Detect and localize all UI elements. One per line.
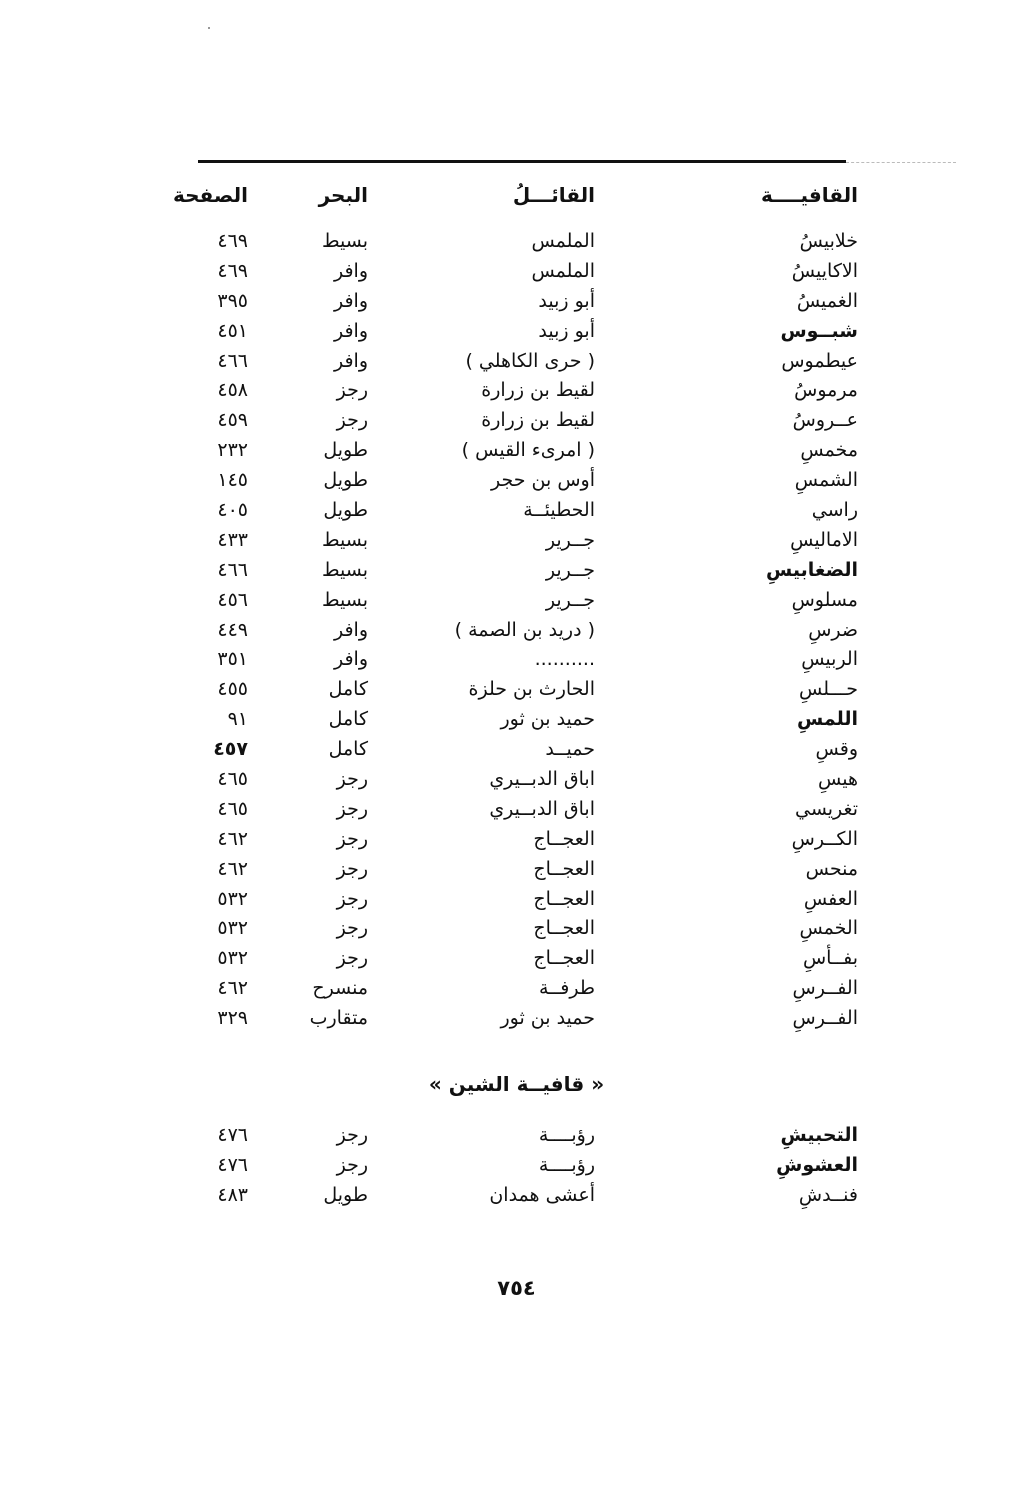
meter-cell: كامل [328,708,368,731]
meter-cell: رجز [336,857,368,880]
table-row [0,286,1033,316]
page-cell: ٤٦٥ [217,797,248,820]
poet-cell: حميد بن ثور [500,1007,595,1030]
page-cell: ٤٥٥ [217,678,248,701]
poet-cell: اباق الدبــيري [489,797,595,820]
table-row [0,884,1033,914]
page-cell: ٤٦٩ [217,259,248,282]
table-row [0,1003,1033,1033]
table-row [0,226,1033,256]
header-poet: القائـــلُ [512,183,595,207]
rhyme-cell: ضرسِ [808,618,858,641]
poet-cell: أبو زبيد [538,289,595,312]
page-cell: ٩١ [227,708,248,731]
poet-cell: ( دريد بن الصمة ) [454,618,595,641]
page-cell: ٤٣٣ [217,528,248,551]
poet-cell: جــرير [545,588,595,611]
rhyme-cell: مخمسِ [800,439,858,462]
meter-cell: رجز [336,827,368,850]
meter-cell: وافر [333,259,368,282]
meter-cell: طويل [323,439,368,462]
poet-cell: أبو زبيد [538,319,595,342]
page-cell: ٤٦٢ [217,977,248,1000]
header-rule [198,160,846,163]
table-row [0,794,1033,824]
poet-cell: العجــاج [533,947,595,970]
table-row [0,525,1033,555]
meter-cell: وافر [333,618,368,641]
poet-cell: العجــاج [533,827,595,850]
poet-cell: أوس بن حجر [491,469,595,492]
poet-cell: الحارث بن حلزة [468,678,595,701]
table-row [0,585,1033,615]
table-row [0,1150,1033,1180]
poet-cell: حميــد [545,738,595,761]
rhyme-cell: الفــرسِ [792,1007,858,1030]
poet-cell: اباق الدبــيري [489,768,595,791]
page-cell: ٤٧٦ [217,1153,248,1176]
rhyme-cell: الضغابيسِ [766,558,858,581]
page-cell: ٤٥٨ [217,379,248,402]
rhyme-cell: شبــوس [780,319,858,342]
page-cell: ٤٦٩ [217,230,248,252]
rhyme-cell: منحس [805,857,858,880]
poet-cell: طرفــة [538,977,595,1000]
poet-cell: الملمس [531,259,595,282]
poet-cell: رؤبــــة [538,1124,595,1146]
rhyme-cell: خلابيسُ [799,230,858,252]
rhyme-cell: مسلوسِ [791,588,858,611]
rhyme-cell: العشوشِ [776,1153,858,1176]
rhyme-cell: التحبيشِ [780,1124,858,1146]
rhyme-cell: بفــأسِ [802,947,858,970]
page-cell: ٤٦٢ [217,827,248,850]
page-cell: ٣٢٩ [217,1007,248,1030]
rhyme-cell: حـــلسِ [799,678,858,701]
page-cell: ٤٥٧ [213,738,248,761]
page-cell: ٥٣٢ [217,917,248,940]
table-row [0,854,1033,884]
poet-cell: .......... [534,648,595,671]
table-row [0,405,1033,435]
table-row [0,734,1033,764]
meter-cell: كامل [328,678,368,701]
page-cell: ٣٥١ [217,648,248,671]
table-row [0,824,1033,854]
table-row [0,644,1033,674]
meter-cell: بسيط [321,558,368,581]
meter-cell: رجز [336,797,368,820]
table-row [0,435,1033,465]
meter-cell: رجز [336,409,368,432]
rhyme-cell: عيطموس [781,349,858,372]
meter-cell: متقارب [309,1007,368,1030]
rhyme-cell: فنــدشِ [798,1183,858,1206]
rhyme-cell: الاكاييسُ [791,259,858,282]
poet-cell: ( امرىء القيس ) [461,439,595,462]
scan-speck [208,27,210,29]
poet-cell: جــرير [545,528,595,551]
table-row [0,615,1033,645]
page-cell: ٤٥١ [217,319,248,342]
meter-cell: طويل [323,469,368,492]
meter-cell: رجز [336,917,368,940]
table-header [0,180,1033,212]
meter-cell: رجز [336,768,368,791]
page-cell: ٤٦٥ [217,768,248,791]
table-row [0,943,1033,973]
page-cell: ٤٦٦ [217,558,248,581]
meter-cell: رجز [336,947,368,970]
poet-cell: العجــاج [533,917,595,940]
table-row [0,256,1033,286]
poet-cell: العجــاج [533,857,595,880]
table-row [0,555,1033,585]
rhyme-table-sin [0,226,1033,1033]
rhyme-table-shin [0,1120,1033,1210]
meter-cell: وافر [333,349,368,372]
page-cell: ٤٨٣ [217,1183,248,1206]
rhyme-cell: وقسِ [815,738,858,761]
meter-cell: رجز [336,1153,368,1176]
table-row [0,973,1033,1003]
rhyme-cell: الشمسِ [794,469,858,492]
poet-cell: لقيط بن زرارة [481,379,595,402]
poet-cell: رؤبــــة [538,1153,595,1176]
table-row [0,465,1033,495]
header-meter: البحر [318,183,368,207]
rhyme-cell: عــروسُ [792,409,858,432]
page-cell: ٥٣٢ [217,947,248,970]
section-title-shin: « قافيــة الشين » [428,1072,605,1096]
meter-cell: وافر [333,648,368,671]
poet-cell: جــرير [545,558,595,581]
meter-cell: كامل [328,738,368,761]
meter-cell: منسرح [312,977,368,1000]
header-page: الصفحة [172,183,248,207]
page-cell: ٤٠٥ [217,499,248,522]
page-cell: ٥٣٢ [217,887,248,910]
table-row [0,704,1033,734]
rhyme-cell: الكــرسِ [791,827,858,850]
rhyme-cell: مرموسُ [794,379,858,402]
table-row [0,316,1033,346]
page-cell: ٤٤٩ [217,618,248,641]
meter-cell: بسيط [321,528,368,551]
header-rule-extension [846,162,956,164]
table-row [0,1180,1033,1210]
meter-cell: وافر [333,319,368,342]
rhyme-cell: تغريسي [794,797,858,820]
page-number: ٧٥٤ [497,1276,536,1300]
table-row [0,674,1033,704]
header-rhyme: القافيــــة [760,183,858,207]
rhyme-cell: العفسِ [803,887,858,910]
poet-cell: الحطيئــة [523,499,595,522]
table-row [0,764,1033,794]
page-cell: ٤٧٦ [217,1124,248,1146]
rhyme-cell: الفــرسِ [792,977,858,1000]
meter-cell: رجز [336,379,368,402]
page-cell: ٢٣٢ [217,439,248,462]
table-row [0,913,1033,943]
meter-cell: وافر [333,289,368,312]
meter-cell: رجز [336,887,368,910]
table-row [0,346,1033,376]
page-cell: ٣٩٥ [217,289,248,312]
meter-cell: طويل [323,499,368,522]
page-cell: ١٤٥ [217,469,248,492]
page-cell: ٤٥٦ [217,588,248,611]
rhyme-cell: اللمسِ [797,708,858,731]
rhyme-cell: الخمسِ [799,917,858,940]
page-cell: ٤٦٦ [217,349,248,372]
poet-cell: ( حرى الكاهلي ) [465,349,595,372]
table-row [0,375,1033,405]
poet-cell: لقيط بن زرارة [481,409,595,432]
poet-cell: أعشى همدان [489,1183,595,1206]
page-cell: ٤٦٢ [217,857,248,880]
rhyme-cell: الربيسِ [801,648,858,671]
rhyme-cell: راسي [811,499,858,522]
table-row [0,1120,1033,1150]
rhyme-cell: الاماليسِ [790,528,858,551]
poet-cell: العجــاج [533,887,595,910]
page-cell: ٤٥٩ [217,409,248,432]
rhyme-cell: هيسِ [818,768,858,791]
rhyme-cell: الغميسُ [796,289,858,312]
meter-cell: رجز [336,1124,368,1146]
meter-cell: بسيط [321,230,368,252]
poet-cell: حميد بن ثور [500,708,595,731]
meter-cell: بسيط [321,588,368,611]
meter-cell: طويل [323,1183,368,1206]
table-row [0,495,1033,525]
poet-cell: الملمس [531,230,595,252]
